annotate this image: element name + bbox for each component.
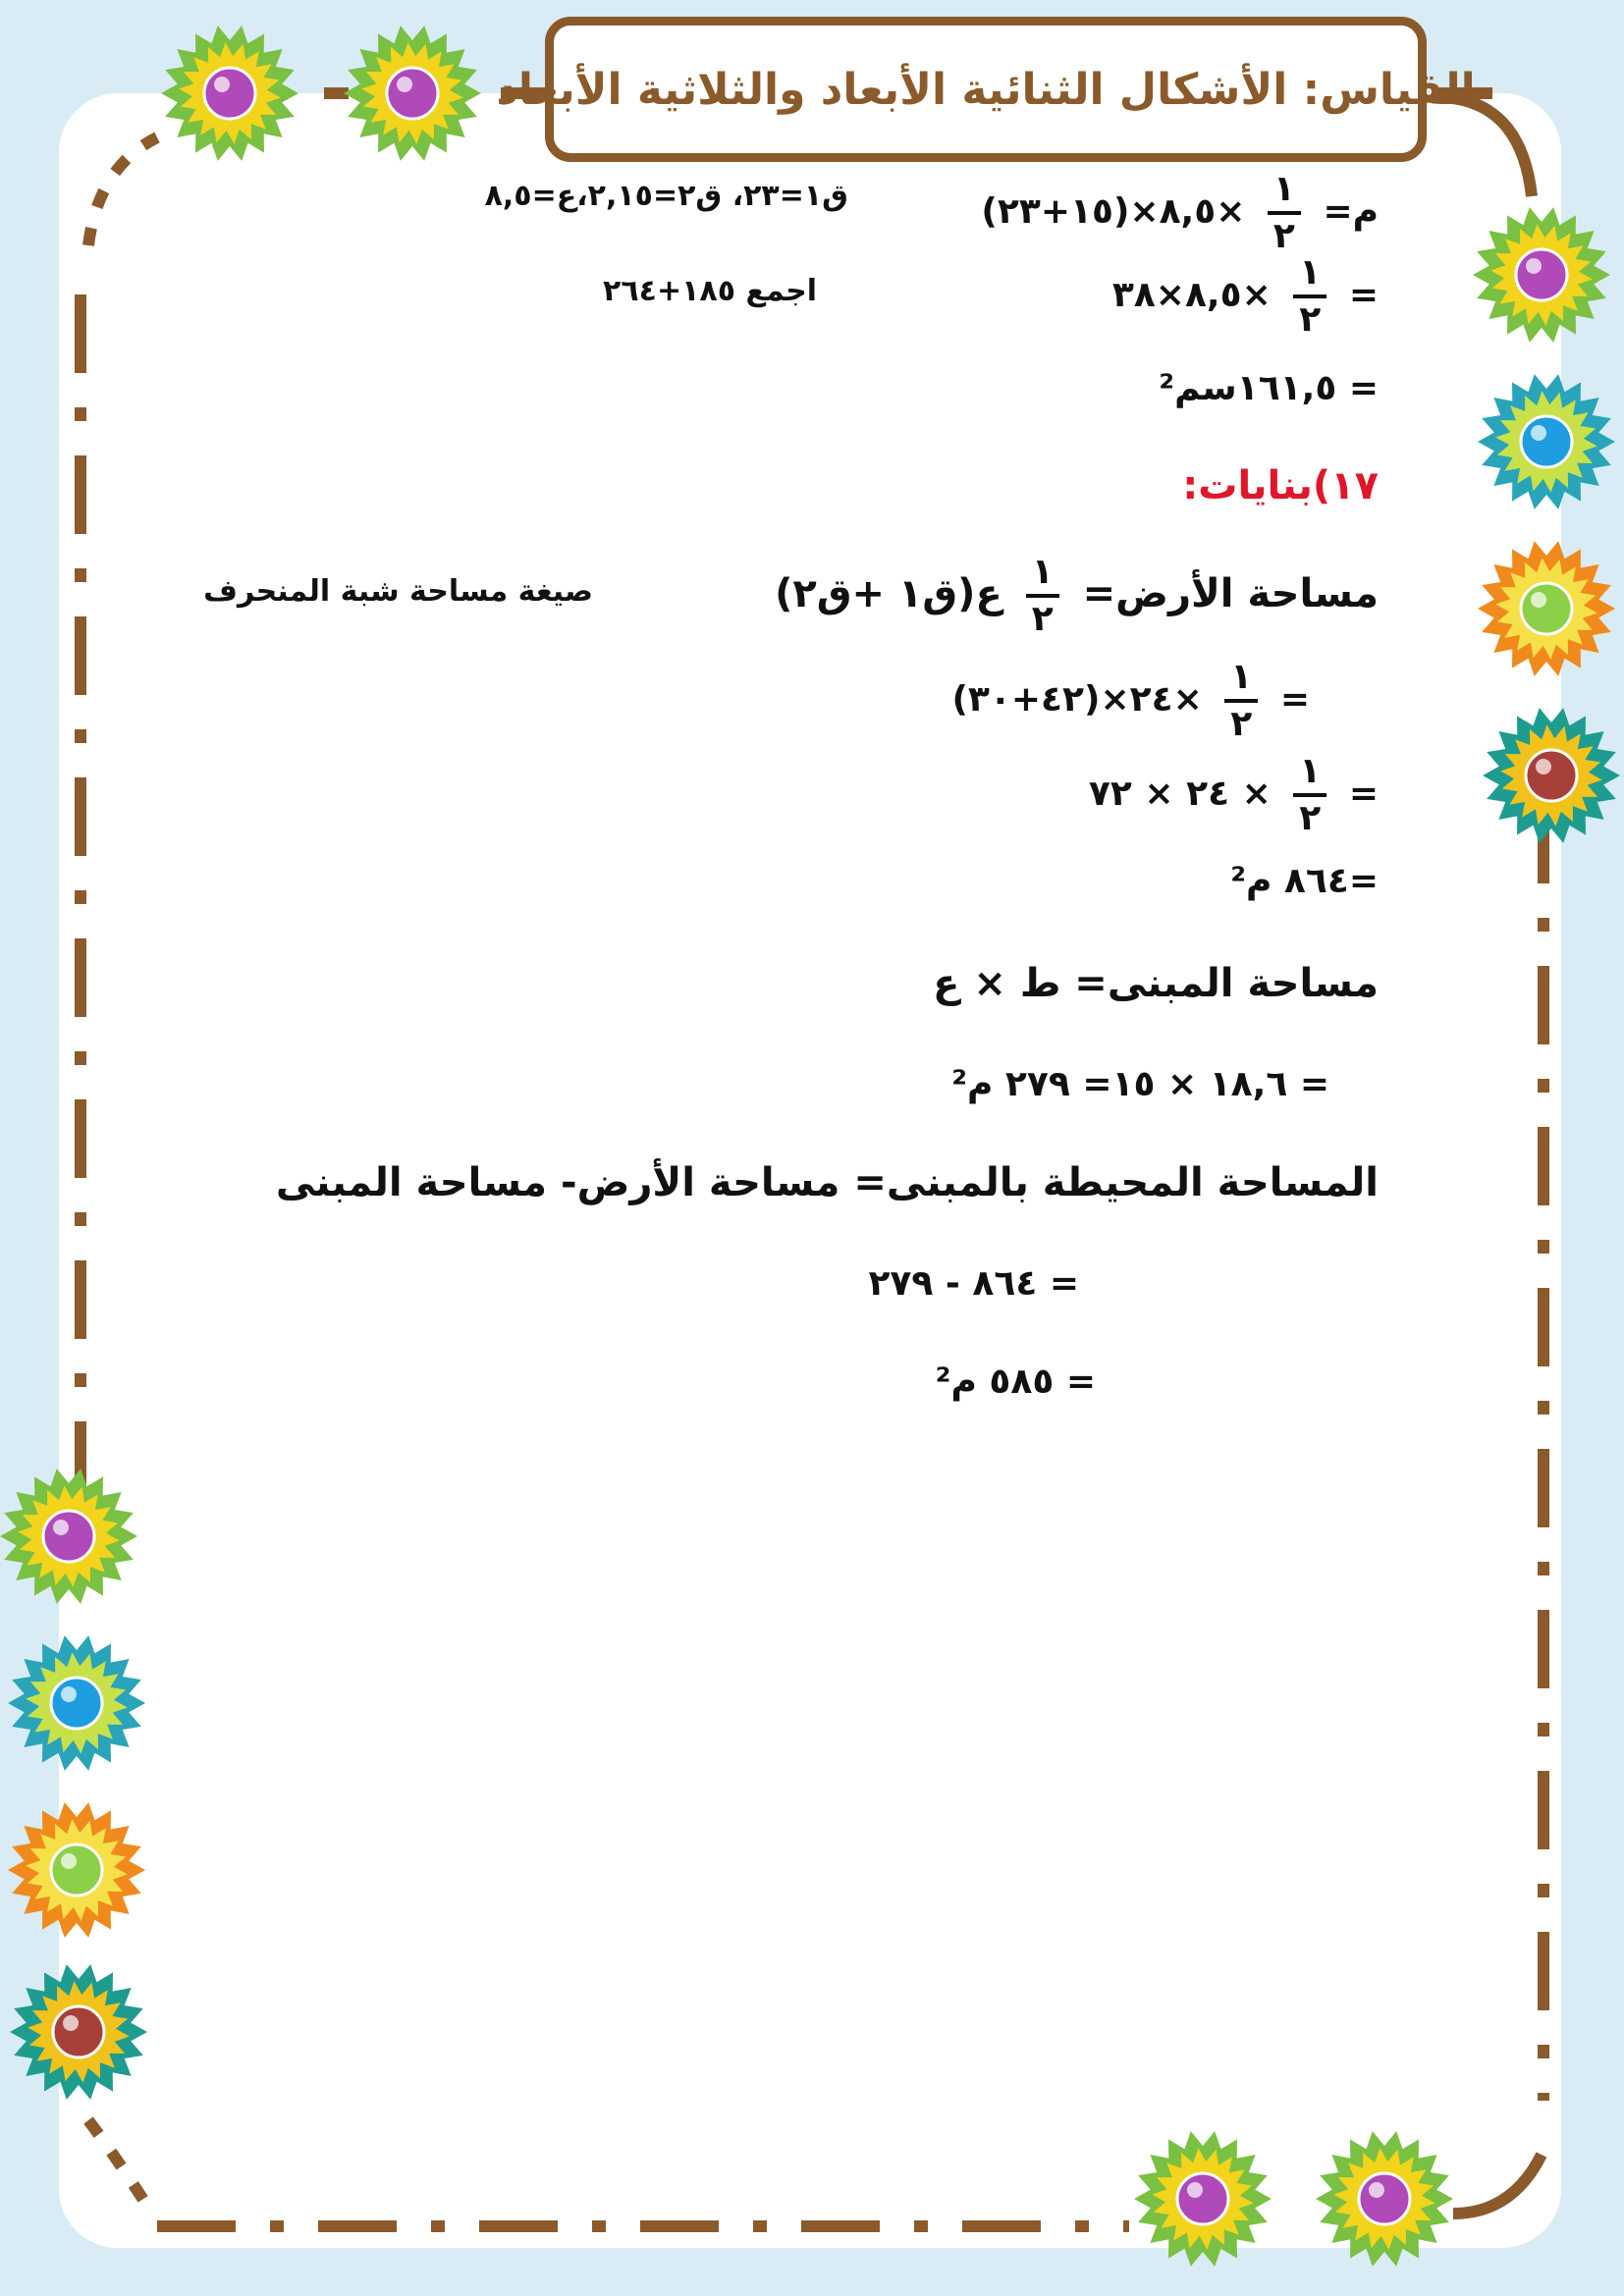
flower-ornament-icon — [1311, 2125, 1458, 2272]
fraction-numerator: ١ — [1293, 754, 1326, 797]
formula-line-7 — [1088, 751, 1379, 838]
fraction-half — [1293, 252, 1326, 340]
flower-ornament-icon — [1478, 702, 1624, 849]
formula-line-8: =٨٦٤ م² — [1230, 861, 1379, 901]
flower-center — [1359, 2173, 1410, 2224]
flower-highlight — [1536, 759, 1551, 774]
flower-ornament-icon — [0, 1463, 142, 1610]
trapezoid-formula-note: صيغة مساحة شبة المنحرف — [203, 574, 593, 609]
flower-ornament-icon — [1473, 368, 1620, 515]
flower-highlight — [397, 77, 412, 92]
fraction-denominator: ٢ — [1230, 704, 1253, 744]
fraction-half — [1224, 657, 1258, 744]
flower-ornament-icon — [5, 1958, 152, 2106]
formula-text: م= — [1323, 191, 1379, 232]
flower-ornament-icon — [1473, 535, 1620, 682]
problem-heading: ١٧)بنايات: — [1182, 463, 1379, 508]
fraction-denominator: ٢ — [1299, 798, 1322, 838]
flower-ornament-icon — [339, 20, 486, 167]
formula-line-13: = ٥٨٥ م² — [935, 1362, 1096, 1402]
formula-line-9: مساحة المبنى= ط × ع — [933, 961, 1379, 1006]
flower-ornament-icon — [156, 20, 303, 167]
formula-text: ×٨,٥×٣٨ — [1111, 275, 1272, 315]
flower-highlight — [1187, 2182, 1203, 2198]
flower-center — [204, 68, 255, 119]
formula-text: ×٨,٥×(١٥+٢٣) — [981, 191, 1246, 232]
flower-highlight — [53, 1520, 69, 1535]
fraction-numerator: ١ — [1224, 660, 1258, 703]
formula-text: ×٢٤×(٤٢+٣٠) — [951, 679, 1203, 720]
fraction-half — [1293, 751, 1326, 838]
formula-line-2 — [1111, 252, 1379, 340]
given-values-note: ق١=٢٣، ق٢=٢,١٥،ع=٨,٥ — [484, 179, 848, 213]
flower-center — [51, 1678, 102, 1729]
title-banner — [496, 17, 1476, 162]
formula-line-1 — [981, 169, 1379, 256]
formula-text: ع(ق١ +ق٢) — [775, 571, 1002, 616]
flower-center — [1177, 2173, 1228, 2224]
formula-line-3: = ١٦١,٥سم² — [1159, 368, 1379, 408]
formula-line-10: = ١٨,٦ × ١٥= ٢٧٩ م² — [951, 1064, 1329, 1104]
flower-ornament-icon — [3, 1629, 150, 1777]
fraction-denominator: ٢ — [1299, 299, 1322, 340]
flower-highlight — [61, 1853, 77, 1869]
flower-center — [1521, 416, 1572, 467]
formula-line-6 — [951, 657, 1310, 744]
formula-line-12: = ٨٦٤ - ٢٧٩ — [868, 1263, 1079, 1304]
flower-center — [387, 68, 438, 119]
flower-highlight — [1369, 2182, 1384, 2198]
formula-text: = — [1348, 774, 1379, 814]
fraction-numerator: ١ — [1293, 255, 1326, 298]
flower-highlight — [214, 77, 230, 92]
flower-ornament-icon — [1129, 2125, 1276, 2272]
flower-ornament-icon — [3, 1796, 150, 1944]
flower-center — [1526, 750, 1577, 801]
flower-center — [1521, 583, 1572, 634]
formula-line-11: المساحة المحيطة بالمبنى= مساحة الأرض- مساحة المبنى — [275, 1160, 1379, 1205]
flower-highlight — [1531, 592, 1546, 608]
page-title: القياس: الأشكال الثنائية الأبعاد والثلاثية الأبعاد — [496, 64, 1476, 115]
flower-highlight — [63, 2015, 79, 2031]
flower-highlight — [1526, 258, 1542, 274]
fraction-half — [1026, 552, 1059, 639]
flower-center — [1516, 249, 1567, 300]
fraction-denominator: ٢ — [1272, 216, 1295, 256]
flower-center — [43, 1511, 94, 1562]
flower-ornament-icon — [1468, 201, 1615, 348]
fraction-numerator: ١ — [1268, 172, 1301, 215]
formula-text: = — [1348, 275, 1379, 315]
formula-line-5 — [775, 552, 1379, 639]
add-hint-note: اجمع ١٨٥+٢٦٤ — [603, 274, 817, 308]
flower-center — [51, 1844, 102, 1896]
fraction-denominator: ٢ — [1031, 599, 1054, 639]
flower-highlight — [1531, 425, 1546, 441]
formula-text: × ٢٤ × ٧٢ — [1088, 774, 1272, 814]
flower-center — [53, 2006, 104, 2057]
flower-highlight — [61, 1686, 77, 1702]
formula-text: = — [1279, 679, 1310, 720]
fraction-numerator: ١ — [1026, 555, 1059, 598]
formula-text: مساحة الأرض= — [1082, 571, 1379, 616]
fraction-half — [1268, 169, 1301, 256]
